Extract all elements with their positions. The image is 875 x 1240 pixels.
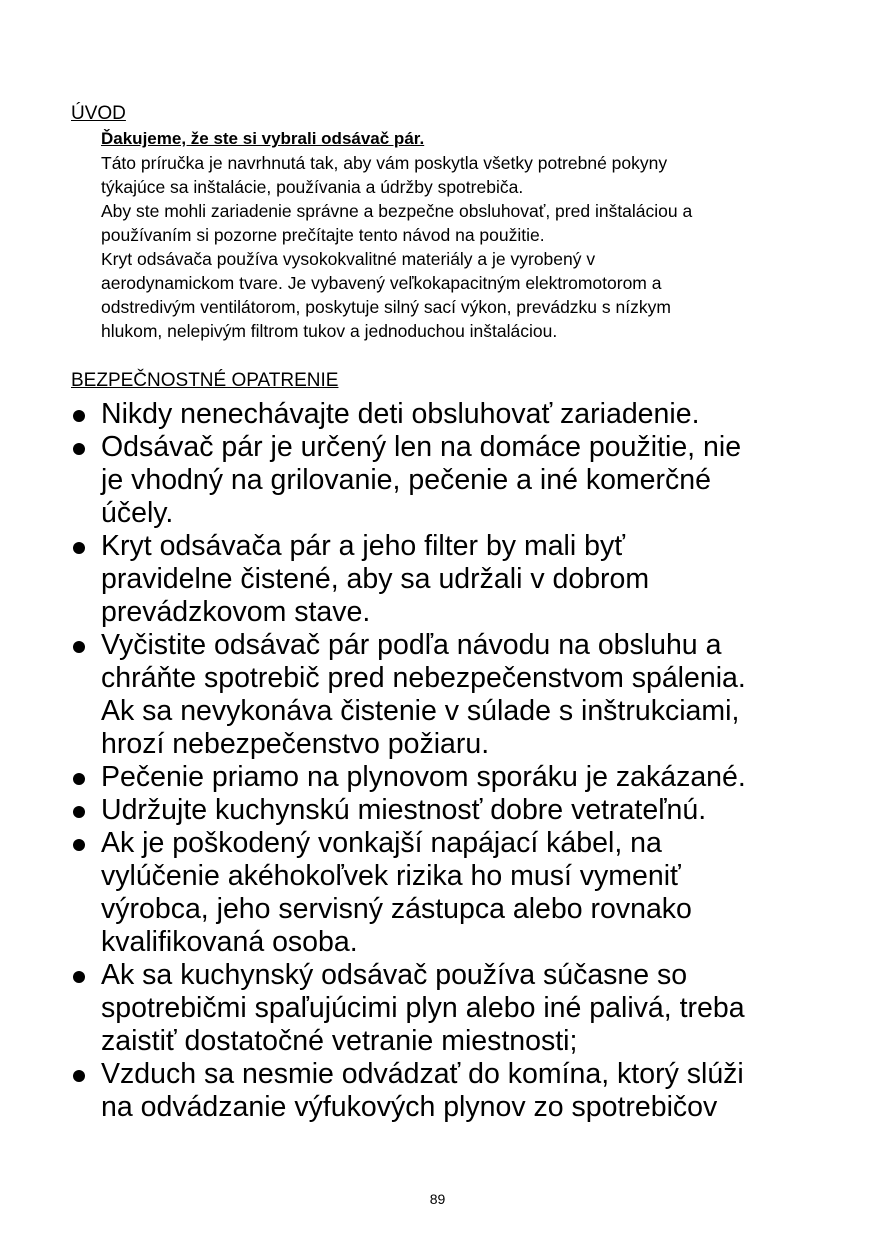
bullet-dot-icon — [73, 542, 85, 554]
safety-list-item — [0, 794, 875, 827]
safety-item-line: Kryt odsávača pár a jeho filter by mali byť — [101, 530, 625, 562]
safety-item-line: Vyčistite odsávač pár podľa návodu na obsluhu a — [101, 629, 722, 661]
safety-item-line: Ak sa kuchynský odsávač používa súčasne so — [101, 959, 688, 991]
safety-list-item — [0, 827, 875, 959]
safety-item-line: spotrebičmi spaľujúcimi plyn alebo iné palivá, treba — [101, 992, 745, 1024]
bullet-dot-icon — [73, 1070, 85, 1082]
intro-line: aerodynamickom tvare. Je vybavený veľkokapacitným elektromotorom a — [101, 273, 662, 293]
safety-item-line: Ak je poškodený vonkajší napájací kábel, na — [101, 827, 662, 859]
safety-item-line: zaistiť dostatočné vetranie miestnosti; — [101, 1025, 578, 1057]
safety-list-item — [0, 761, 875, 794]
intro-line: hlukom, nelepivým filtrom tukov a jednoduchou inštaláciou. — [101, 321, 558, 341]
bullet-dot-icon — [73, 806, 85, 818]
safety-item-line: Vzduch sa nesmie odvádzať do komína, ktorý slúži — [101, 1058, 744, 1090]
intro-title: Ďakujeme, že ste si vybrali odsávač pár. — [101, 129, 425, 148]
safety-heading: BEZPEČNOSTNÉ OPATRENIE — [71, 370, 339, 391]
safety-list-item — [0, 959, 875, 1058]
safety-item-line: Pečenie priamo na plynovom sporáku je zakázané. — [101, 761, 746, 793]
safety-item-line: Odsávač pár je určený len na domáce použitie, nie — [101, 431, 742, 463]
intro-line: odstredivým ventilátorom, poskytuje silný sací výkon, prevádzku s nízkym — [101, 297, 671, 317]
safety-item-line: účely. — [101, 497, 174, 529]
safety-list-item — [0, 629, 875, 761]
intro-line: Táto príručka je navrhnutá tak, aby vám poskytla všetky potrebné pokyny — [101, 153, 668, 173]
safety-item-line: Ak sa nevykonáva čistenie v súlade s inštrukciami, — [101, 695, 740, 727]
intro-line: Kryt odsávača používa vysokokvalitné materiály a je vyrobený v — [101, 249, 596, 269]
safety-item-line: je vhodný na grilovanie, pečenie a iné komerčné — [101, 464, 711, 496]
intro-paragraph — [101, 151, 821, 343]
intro-line: týkajúce sa inštalácie, používania a údržby spotrebiča. — [101, 177, 524, 197]
safety-item-line: na odvádzanie výfukových plynov zo spotrebičov — [101, 1091, 718, 1123]
safety-list-item — [0, 431, 875, 530]
safety-item-line: pravidelne čistené, aby sa udržali v dobrom — [101, 563, 650, 595]
safety-item-line: hrozí nebezpečenstvo požiaru. — [101, 728, 490, 760]
safety-list-item — [0, 1058, 875, 1124]
intro-heading: ÚVOD — [71, 103, 126, 124]
safety-list — [0, 398, 875, 1124]
bullet-dot-icon — [73, 641, 85, 653]
safety-item-line: Nikdy nenechávajte deti obsluhovať zariadenie. — [101, 398, 700, 430]
bullet-dot-icon — [73, 971, 85, 983]
intro-line: používaním si pozorne prečítajte tento návod na použitie. — [101, 225, 545, 245]
page-number: 89 — [429, 1191, 446, 1207]
safety-item-line: prevádzkovom stave. — [101, 596, 371, 628]
safety-item-line: Udržujte kuchynskú miestnosť dobre vetrateľnú. — [101, 794, 707, 826]
intro-section — [101, 127, 821, 343]
bullet-dot-icon — [73, 773, 85, 785]
bullet-dot-icon — [73, 839, 85, 851]
intro-line: Aby ste mohli zariadenie správne a bezpečne obsluhovať, pred inštaláciou a — [101, 201, 693, 221]
safety-item-line: kvalifikovaná osoba. — [101, 926, 358, 958]
bullet-dot-icon — [73, 443, 85, 455]
safety-item-line: chráňte spotrebič pred nebezpečenstvom spálenia. — [101, 662, 746, 694]
safety-item-line: výrobca, jeho servisný zástupca alebo rovnako — [101, 893, 692, 925]
bullet-dot-icon — [73, 410, 85, 422]
safety-list-item — [0, 398, 875, 431]
safety-list-item — [0, 530, 875, 629]
safety-item-line: vylúčenie akéhokoľvek rizika ho musí vymeniť — [101, 860, 681, 892]
